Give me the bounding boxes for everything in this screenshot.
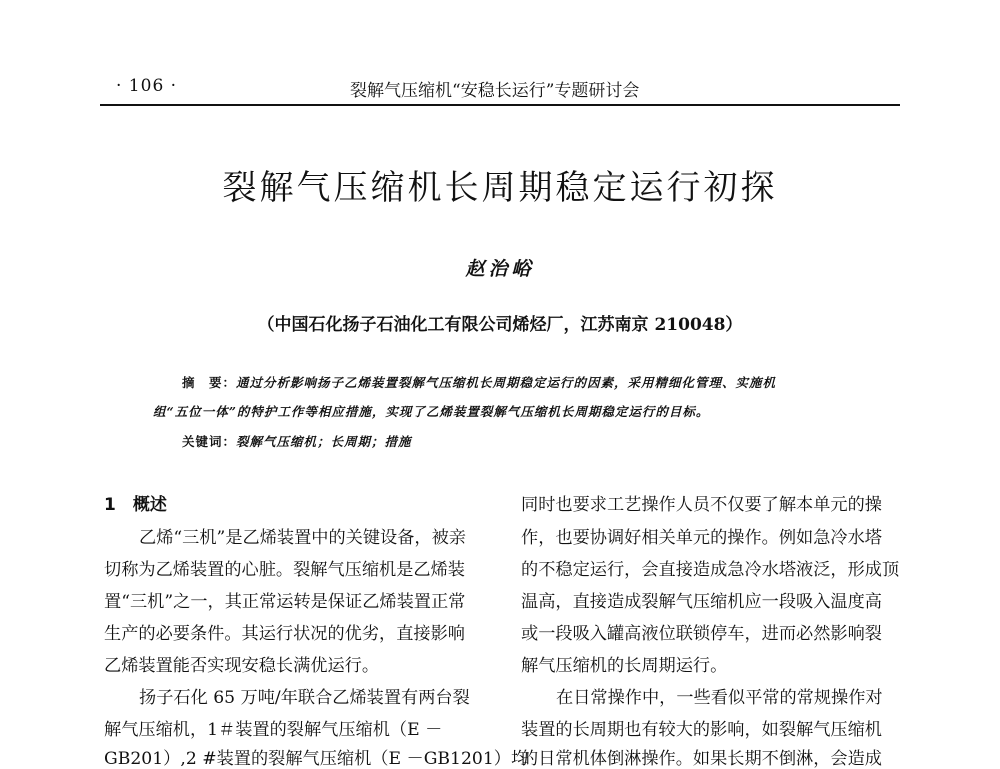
right-col-line: 或一段吸入罐高液位联锁停车，进而必然影响裂 [521,624,882,644]
keywords-line [182,432,412,450]
right-col-line: 在日常操作中，一些看似平常的常规操作对 [556,688,883,708]
affiliation: （中国石化扬子石油化工有限公司烯烃厂，江苏南京 210048） [257,315,743,335]
left-col-line: 乙烯“三机”是乙烯装置中的关键设备，被亲 [139,528,466,548]
abstract-text-1: 通过分析影响扬子乙烯装置裂解气压缩机长周期稳定运行的因素，采用精细化管理、实施机 [236,375,777,390]
left-col-line: GB201）,2 #装置的裂解气压缩机（E －GB1201）均 [104,749,529,769]
right-col-line: 解气压缩机的长周期运行。 [521,656,728,676]
left-col-line: 生产的必要条件。其运行状况的优劣，直接影响 [104,624,465,644]
right-col-line: 作，也要协调好相关单元的操作。例如急冷水塔 [521,528,882,548]
abstract-label: 摘 要： [182,375,237,390]
running-title: 裂解气压缩机“安稳长运行”专题研讨会 [350,81,640,101]
left-col-line: 置“三机”之一，其正常运转是保证乙烯装置正常 [104,592,466,612]
abstract-line-1 [182,373,776,391]
author: 赵治峪 [465,258,535,280]
right-col-line: 的不稳定运行，会直接造成急冷水塔液泛，形成顶 [521,560,900,580]
right-col-line: 的日常机体倒淋操作。如果长期不倒淋，会造成 [521,749,882,769]
right-col-line: 同时也要求工艺操作人员不仅要了解本单元的操 [521,495,882,515]
page-number: · 106 · [116,76,178,96]
left-col-line: 切称为乙烯装置的心脏。裂解气压缩机是乙烯装 [104,560,465,580]
abstract-line-2: 组“五位一体”的特护工作等相应措施，实现了乙烯装置裂解气压缩机长周期稳定运行的目标。 [153,404,710,419]
keywords-text: 裂解气压缩机；长周期；措施 [236,434,412,449]
right-col-line: 温高，直接造成裂解气压缩机应一段吸入温度高 [521,592,882,612]
paper-title: 裂解气压缩机长周期稳定运行初探 [222,168,778,208]
keywords-label: 关键词： [182,434,237,449]
header-rule [100,104,900,106]
right-col-line: 装置的长周期也有较大的影响，如裂解气压缩机 [521,720,882,740]
left-col-line: 乙烯装置能否实现安稳长满优运行。 [104,656,380,676]
left-col-line: 解气压缩机，1＃装置的裂解气压缩机（E － [104,720,443,740]
left-col-line: 扬子石化 65 万吨/年联合乙烯装置有两台裂 [139,688,470,708]
section-heading: 1 概述 [104,495,167,515]
